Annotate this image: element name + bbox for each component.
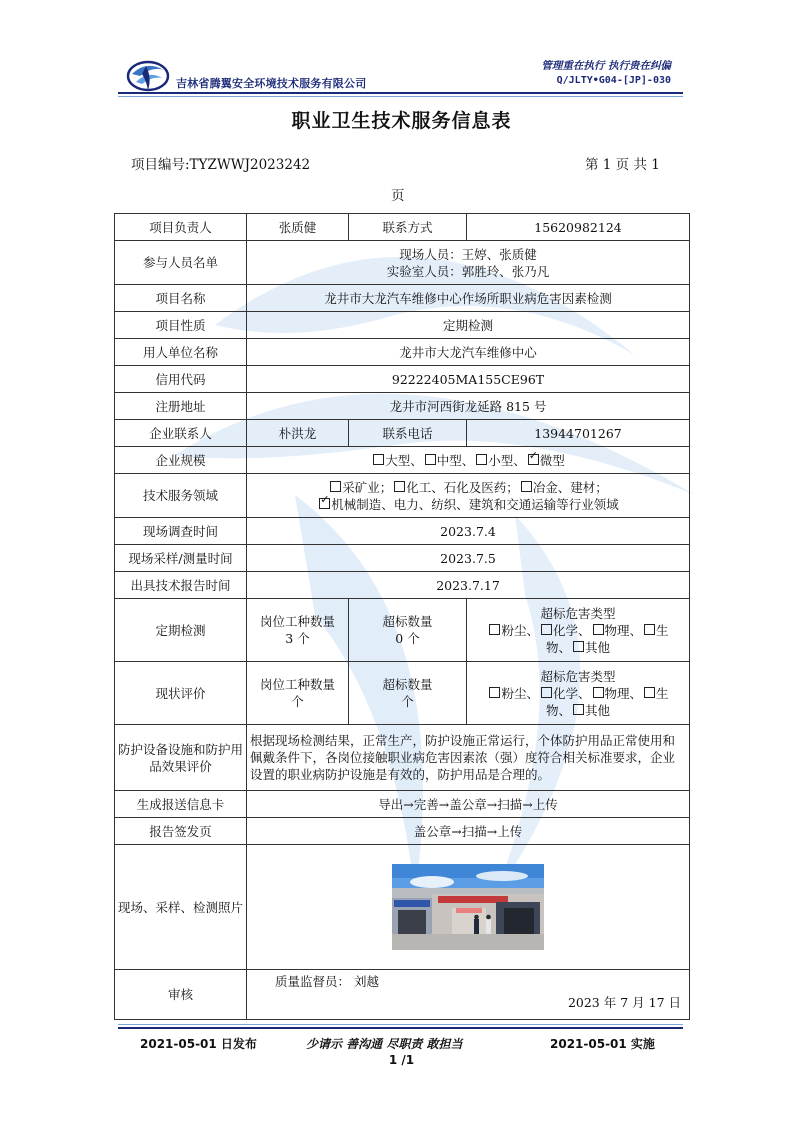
card-value: 导出→完善→盖公章→扫描→上传 <box>247 791 690 818</box>
employer-label: 用人单位名称 <box>115 339 247 366</box>
scale-label: 企业规模 <box>115 447 247 474</box>
periodic-hazard-types <box>467 599 690 662</box>
current-physical-label: 物理、 <box>604 685 643 701</box>
domain-machinery-label: 机械制造、电力、纺织、建筑和交通运输等行业领域 <box>331 496 619 512</box>
review-label: 审核 <box>115 970 247 1020</box>
current-label: 现状评价 <box>115 662 247 725</box>
current-bio-checkbox[interactable] <box>644 687 655 698</box>
periodic-posts-label: 岗位工种数量 <box>259 614 335 629</box>
employer-value: 龙井市大龙汽车维修中心 <box>247 339 690 366</box>
sign-label: 报告签发页 <box>115 818 247 845</box>
site-photo <box>392 864 544 950</box>
project-number: 项目编号:TYZWWJ2023242 <box>131 157 311 173</box>
company-name: 吉林省腾翼安全环境技术服务有限公司 <box>176 77 367 90</box>
periodic-bio-checkbox[interactable] <box>644 624 655 635</box>
current-posts-label: 岗位工种数量 <box>259 677 335 692</box>
project-name-value: 龙井市大龙汽车维修中心作场所职业病危害因素检测 <box>247 285 690 312</box>
scale-options <box>247 447 690 474</box>
company-logo-icon <box>126 56 170 92</box>
ent-contact-value: 朴洪龙 <box>247 420 349 447</box>
current-other-label: 其他 <box>585 702 611 718</box>
periodic-chemical-label: 化学、 <box>552 622 591 638</box>
address-label: 注册地址 <box>115 393 247 420</box>
current-dust-label: 粉尘、 <box>501 685 539 701</box>
photo-label: 现场、采样、检测照片 <box>115 845 247 970</box>
card-label: 生成报送信息卡 <box>115 791 247 818</box>
survey-time-label: 现场调查时间 <box>115 518 247 545</box>
review-date: 2023 年 7 月 17 日 <box>567 995 681 1010</box>
domain-options <box>247 474 690 518</box>
phone-label: 联系电话 <box>349 420 467 447</box>
photo-cell <box>247 845 690 970</box>
domain-chemical-label: 化工、石化及医药； <box>406 479 519 495</box>
scale-large-checkbox[interactable] <box>373 454 384 465</box>
periodic-label: 定期检测 <box>115 599 247 662</box>
survey-time-value: 2023.7.4 <box>247 518 690 545</box>
current-type-label: 超标危害类型 <box>540 668 616 684</box>
periodic-chemical-checkbox[interactable] <box>541 624 552 635</box>
periodic-dust-label: 粉尘、 <box>501 622 539 638</box>
nature-value: 定期检测 <box>247 312 690 339</box>
page-title: 职业卫生技术服务信息表 <box>291 110 512 132</box>
address-value: 龙井市河西街龙延路 815 号 <box>247 393 690 420</box>
scale-medium-label: 中型、 <box>436 452 475 468</box>
current-chemical-label: 化学、 <box>552 685 591 701</box>
periodic-posts-value: 3 个 <box>285 631 310 646</box>
current-chemical-checkbox[interactable] <box>541 687 552 698</box>
current-physical-checkbox[interactable] <box>593 687 604 698</box>
periodic-bio-label: 生 <box>656 622 669 638</box>
leader-label: 项目负责人 <box>115 214 247 241</box>
sampling-time-label: 现场采样/测量时间 <box>115 545 247 572</box>
domain-label: 技术服务领域 <box>115 474 247 518</box>
current-exceed-label: 超标数量 <box>382 677 433 692</box>
domain-metallurgy-checkbox[interactable] <box>521 481 532 492</box>
current-exceed <box>349 662 467 725</box>
periodic-physical-checkbox[interactable] <box>593 624 604 635</box>
current-posts <box>247 662 349 725</box>
current-dust-checkbox[interactable] <box>489 687 500 698</box>
sampling-time-value: 2023.7.5 <box>247 545 690 572</box>
supervisor: 质量监督员： 刘越 <box>275 974 379 989</box>
domain-chemical-checkbox[interactable] <box>394 481 405 492</box>
periodic-dust-checkbox[interactable] <box>489 624 500 635</box>
project-name-label: 项目名称 <box>115 285 247 312</box>
protect-value: 根据现场检测结果，正常生产，防护设施正常运行，个体防护用品正常使用和佩戴条件下，各岗位接触职业病危害因素浓（强）度符合相关标准要求，企业设置的职业病防护设施是有效的，防护用品是合理的。 <box>247 725 690 791</box>
periodic-posts <box>247 599 349 662</box>
members-label: 参与人员名单 <box>115 241 247 285</box>
domain-mining-checkbox[interactable] <box>330 481 341 492</box>
credit-label: 信用代码 <box>115 366 247 393</box>
protect-label: 防护设备设施和防护用品效果评价 <box>115 725 247 791</box>
periodic-physical-label: 物理、 <box>604 622 643 638</box>
scale-small-checkbox[interactable] <box>476 454 487 465</box>
info-table <box>114 213 690 1020</box>
domain-mining-label: 采矿业； <box>342 479 393 495</box>
page-info-cont: 页 <box>391 188 405 204</box>
current-bio-label: 生 <box>656 685 669 701</box>
domain-metallurgy-label: 冶金、建材； <box>532 479 608 495</box>
periodic-bio-label-cont: 物、 <box>545 639 571 655</box>
scale-micro-checkbox[interactable] <box>528 454 539 465</box>
periodic-exceed <box>349 599 467 662</box>
sign-value: 盖公章→扫描→上传 <box>247 818 690 845</box>
ent-contact-label: 企业联系人 <box>115 420 247 447</box>
leader-value: 张质健 <box>247 214 349 241</box>
members-line-1: 现场人员：王婷、张质健 <box>399 246 537 262</box>
members-value <box>247 241 690 285</box>
scale-large-label: 大型、 <box>385 452 423 468</box>
review-cell <box>247 970 690 1020</box>
scale-medium-checkbox[interactable] <box>425 454 436 465</box>
footer-issued: 2021-05-01 日发布 <box>140 1037 257 1051</box>
current-exceed-value: 个 <box>401 694 414 709</box>
header-rule <box>118 92 683 94</box>
periodic-exceed-value: 0 个 <box>395 631 420 646</box>
periodic-exceed-label: 超标数量 <box>382 614 433 629</box>
document-code: Q/JLTY•G04-[JP]-030 <box>556 75 671 86</box>
phone-value: 13944701267 <box>467 420 690 447</box>
domain-machinery-checkbox[interactable] <box>319 498 330 509</box>
current-posts-value: 个 <box>291 694 304 709</box>
contact-value: 15620982124 <box>467 214 690 241</box>
current-other-checkbox[interactable] <box>573 704 584 715</box>
page-info: 第 1 页 共 1 <box>585 157 660 173</box>
current-bio-label-cont: 物、 <box>545 702 571 718</box>
scale-micro-label: 微型 <box>539 452 565 468</box>
members-line-2: 实验室人员：郭胜玲、张乃凡 <box>386 263 550 279</box>
current-hazard-types <box>467 662 690 725</box>
periodic-type-label: 超标危害类型 <box>540 605 616 621</box>
scale-small-label: 小型、 <box>488 452 526 468</box>
credit-value: 92222405MA155CE96T <box>247 366 690 393</box>
footer-page-number: 1 /1 <box>388 1053 415 1067</box>
nature-label: 项目性质 <box>115 312 247 339</box>
header-motto: 管理重在执行 执行贵在纠偏 <box>541 60 671 72</box>
periodic-other-checkbox[interactable] <box>573 641 584 652</box>
contact-label: 联系方式 <box>349 214 467 241</box>
footer-effective: 2021-05-01 实施 <box>550 1037 655 1051</box>
footer-rule <box>118 1027 683 1029</box>
periodic-other-label: 其他 <box>585 639 611 655</box>
report-time-label: 出具技术报告时间 <box>115 572 247 599</box>
report-time-value: 2023.7.17 <box>247 572 690 599</box>
footer-rule-thin <box>118 1024 683 1025</box>
header-rule-thin <box>118 96 683 97</box>
footer-slogan: 少请示 善沟通 尽职责 敢担当 <box>306 1037 463 1051</box>
